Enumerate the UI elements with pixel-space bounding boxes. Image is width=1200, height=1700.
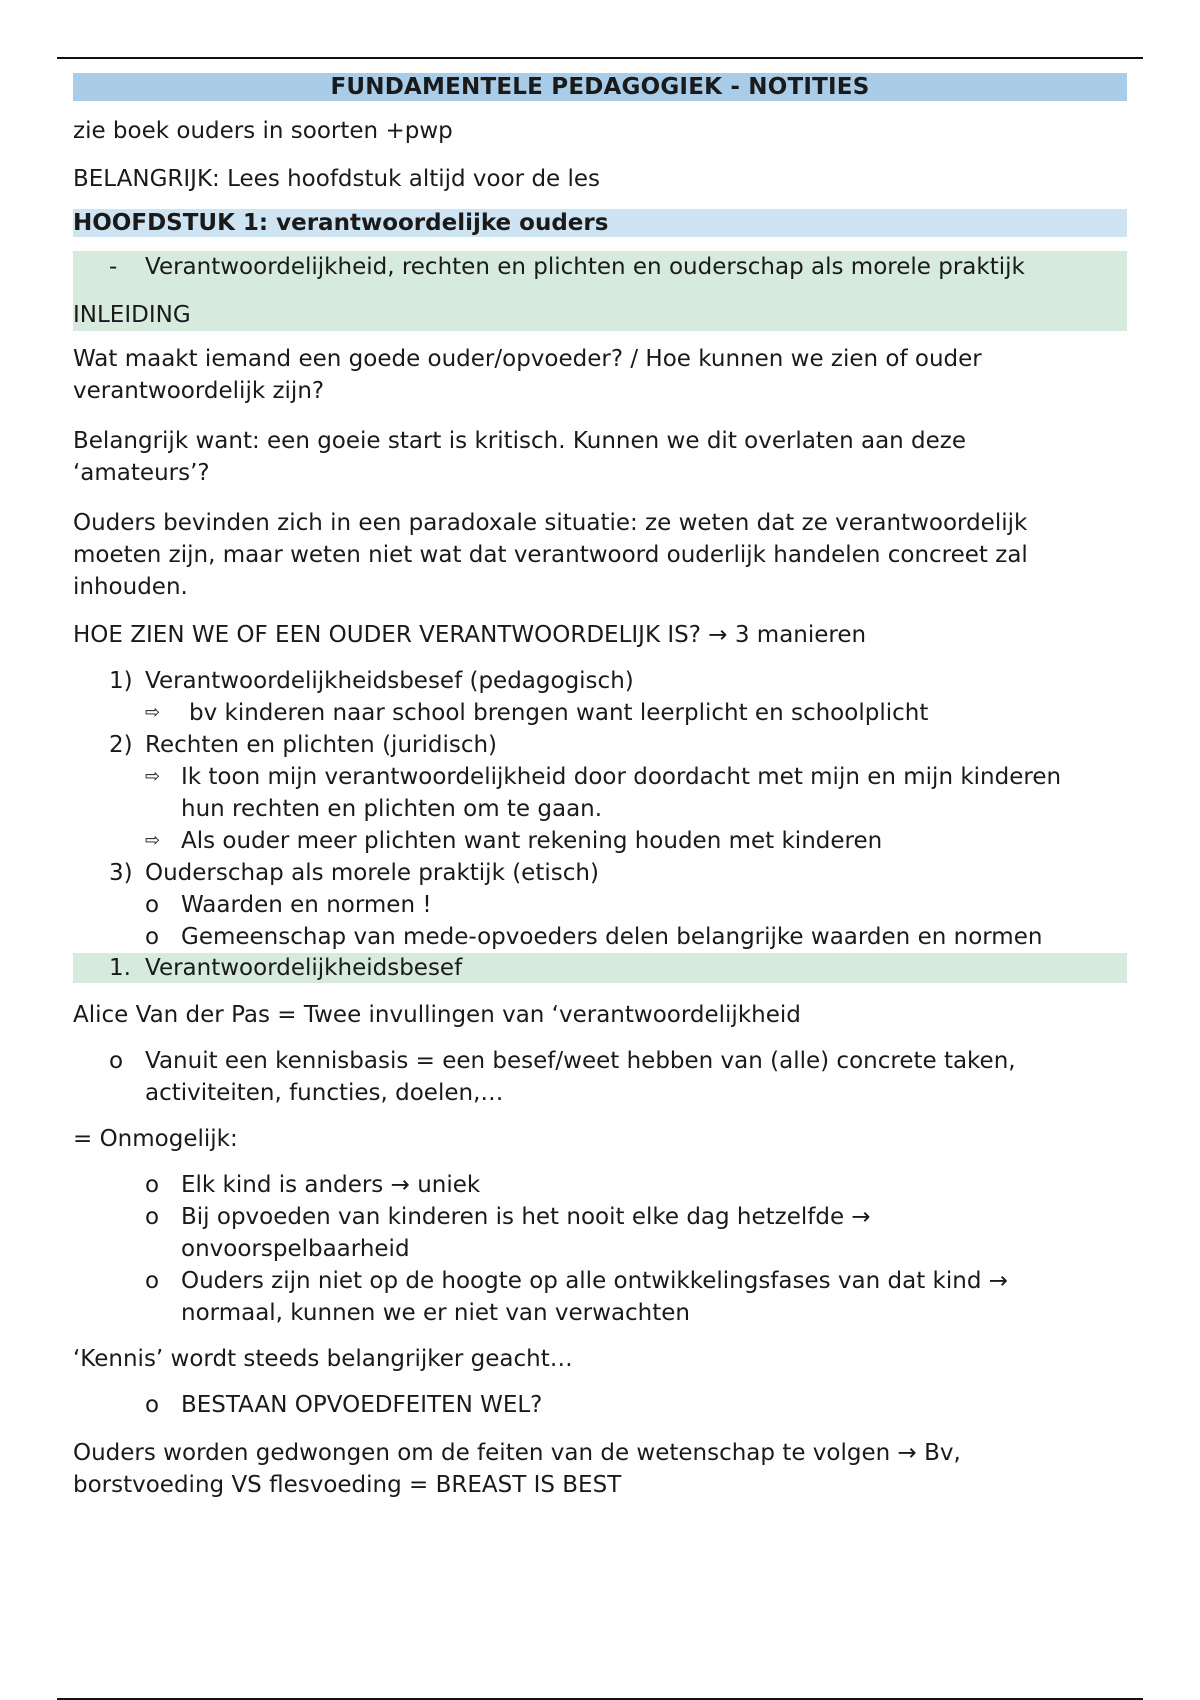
paragraph-line: Ouders bevinden zich in een paradoxale situatie: ze weten dat ze verantwoordelijk: [73, 510, 1028, 536]
paragraph-line: HOE ZIEN WE OF EEN OUDER VERANTWOORDELIJK IS? → 3 manieren: [73, 622, 867, 648]
bullet-icon: o: [145, 1392, 160, 1418]
number-marker: 3): [109, 860, 133, 886]
number-marker: 1.: [109, 955, 131, 981]
number-marker: 2): [109, 732, 133, 758]
arrow-icon: ⇨: [145, 702, 161, 723]
list-item-text: Verantwoordelijkheidsbesef (pedagogisch): [145, 668, 634, 694]
list-item-text: bv kinderen naar school brengen want leerplicht en schoolplicht: [189, 700, 929, 726]
paragraph-line: = Onmogelijk:: [73, 1126, 238, 1152]
list-item: [73, 1045, 1127, 1077]
bullet-icon: o: [145, 1204, 160, 1230]
list-item-text: normaal, kunnen we er niet van verwachten: [181, 1300, 691, 1326]
chapter-bullet-text: Verantwoordelijkheid, rechten en plichten en ouderschap als morele praktijk: [145, 254, 1025, 280]
paragraph-line: ‘Kennis’ wordt steeds belangrijker geacht…: [73, 1346, 573, 1372]
chapter-intro-highlight: [73, 251, 1127, 331]
bullet-icon: o: [145, 1172, 160, 1198]
dash-marker: -: [109, 254, 118, 280]
list-item-text: Rechten en plichten (juridisch): [145, 732, 498, 758]
document-page: [73, 73, 1127, 1501]
list-item: [73, 729, 1127, 761]
inleiding-heading: INLEIDING: [73, 302, 191, 328]
chapter-heading: HOOFDSTUK 1: verantwoordelijke ouders: [73, 209, 1127, 237]
list-item: [73, 1265, 1127, 1297]
intro-line: zie boek ouders in soorten +pwp: [73, 118, 453, 144]
list-item: [73, 1077, 1127, 1109]
list-item: [73, 1297, 1127, 1329]
section-heading: [73, 953, 1127, 983]
paragraph-line: Belangrijk want: een goeie start is kritisch. Kunnen we dit overlaten aan deze: [73, 428, 967, 454]
list-item: [73, 1201, 1127, 1233]
list-item: [73, 1389, 1127, 1421]
bullet-icon: o: [145, 892, 160, 918]
paragraph-line: moeten zijn, maar weten niet wat dat verantwoord ouderlijk handelen concreet zal: [73, 542, 1028, 568]
chapter-bullet: [73, 251, 1127, 285]
list-item-text: Ouders zijn niet op de hoogte op alle ontwikkelingsfases van dat kind →: [181, 1268, 1009, 1294]
list-item-text: Ik toon mijn verantwoordelijkheid door doordacht met mijn en mijn kinderen: [181, 764, 1062, 790]
list-item-text: onvoorspelbaarheid: [181, 1236, 410, 1262]
list-item-text: Vanuit een kennisbasis = een besef/weet hebben van (alle) concrete taken,: [145, 1048, 1016, 1074]
paragraph-line: Alice Van der Pas = Twee invullingen van ‘verantwoordelijkheid: [73, 1002, 801, 1028]
bullet-icon: o: [109, 1048, 124, 1074]
paragraph-line: verantwoordelijk zijn?: [73, 378, 325, 404]
list-item-text: BESTAAN OPVOEDFEITEN WEL?: [181, 1392, 543, 1418]
arrow-icon: ⇨: [145, 830, 161, 851]
list-item-text: Elk kind is anders → uniek: [181, 1172, 481, 1198]
paragraph-line: inhouden.: [73, 574, 188, 600]
list-item: [73, 825, 1127, 857]
list-item: [73, 1169, 1127, 1201]
list-item: [73, 793, 1127, 825]
number-marker: 1): [109, 668, 133, 694]
list-item-text: hun rechten en plichten om te gaan.: [181, 796, 603, 822]
paragraph-line: Ouders worden gedwongen om de feiten van de wetenschap te volgen → Bv,: [73, 1440, 961, 1466]
list-item-text: Als ouder meer plichten want rekening houden met kinderen: [181, 828, 883, 854]
page-title: FUNDAMENTELE PEDAGOGIEK - NOTITIES: [73, 73, 1127, 101]
list-item: [73, 1233, 1127, 1265]
paragraph-line: Wat maakt iemand een goede ouder/opvoeder? / Hoe kunnen we zien of ouder: [73, 346, 982, 372]
list-item-text: Waarden en normen !: [181, 892, 432, 918]
bullet-icon: o: [145, 924, 160, 950]
list-item-text: Bij opvoeden van kinderen is het nooit elke dag hetzelfde →: [181, 1204, 871, 1230]
paragraph-line: ‘amateurs’?: [73, 460, 210, 486]
list-item: [73, 665, 1127, 697]
list-item: [73, 697, 1127, 729]
list-item-text: Gemeenschap van mede-opvoeders delen belangrijke waarden en normen: [181, 924, 1043, 950]
top-rule: [57, 57, 1143, 59]
list-item-text: activiteiten, functies, doelen,…: [145, 1080, 504, 1106]
list-item: [73, 857, 1127, 889]
bullet-icon: o: [145, 1268, 160, 1294]
intro-line: BELANGRIJK: Lees hoofdstuk altijd voor de les: [73, 166, 601, 192]
paragraph-line: borstvoeding VS flesvoeding = BREAST IS BEST: [73, 1472, 622, 1498]
list-item: [73, 889, 1127, 921]
list-item: [73, 761, 1127, 793]
arrow-icon: ⇨: [145, 766, 161, 787]
list-item: [73, 921, 1127, 953]
section-heading-text: Verantwoordelijkheidsbesef: [145, 955, 463, 981]
list-item-text: Ouderschap als morele praktijk (etisch): [145, 860, 599, 886]
